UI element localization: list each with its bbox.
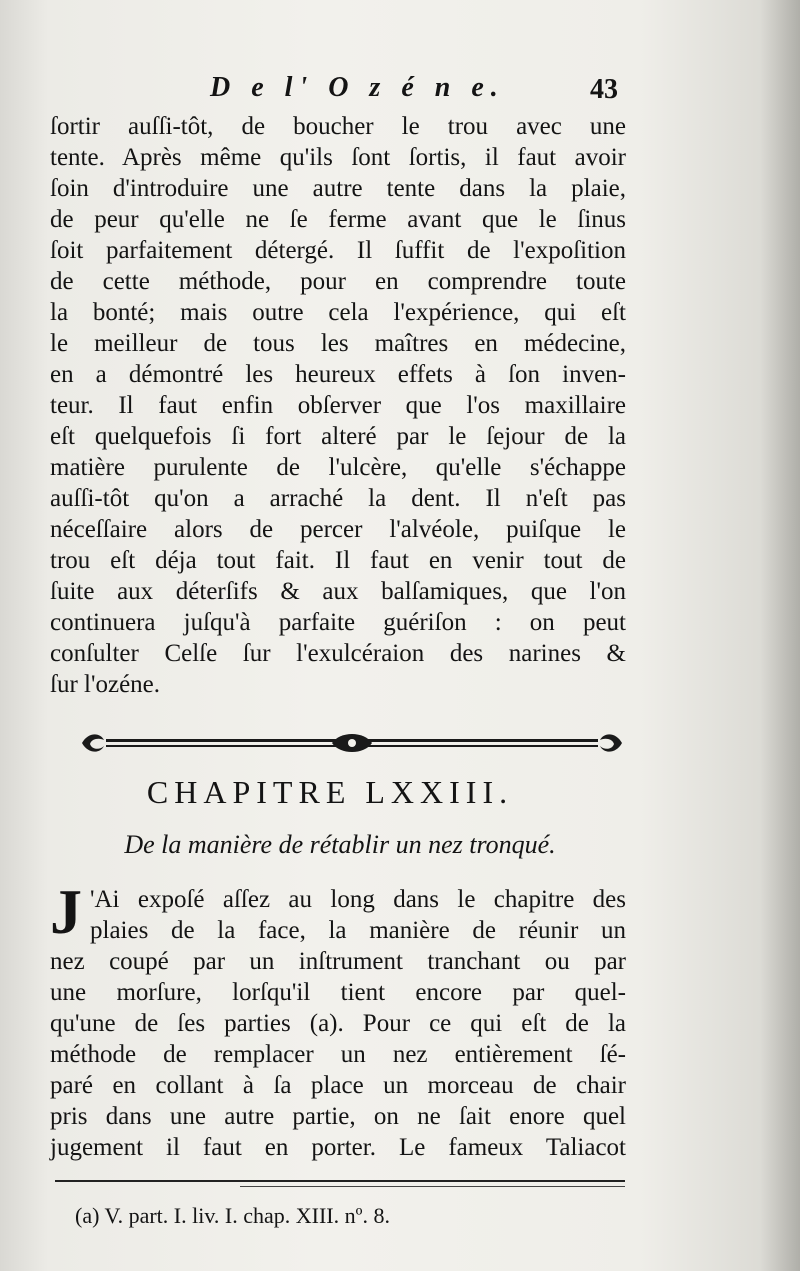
text-line: conſulter Celſe ſur l'exulcéraion des narines & (50, 640, 626, 667)
text-line: la bonté; mais outre cela l'expérience, qui eſt (50, 299, 626, 326)
text-line: qu'une de ſes parties (a). Pour ce qui eſt de la (50, 1010, 626, 1037)
body-text-top (50, 111, 626, 700)
text-line: teur. Il faut enfin obſerver que l'os maxillaire (50, 392, 626, 419)
text-line: paré en collant à ſa place un morceau de chair (50, 1072, 626, 1099)
text-line: tente. Après même qu'ils ſont ſortis, il faut avoir (50, 144, 626, 171)
page-gutter-shadow (760, 0, 800, 1271)
text-line: matière purulente de l'ulcère, qu'elle s'échappe (50, 454, 626, 481)
text-line: auſſi-tôt qu'on a arraché la dent. Il n'eſt pas (50, 485, 626, 512)
chapter-title: CHAPITRE LXXIII. (146, 774, 514, 810)
text-line: ſoit parfaitement détergé. Il ſuffit de l'expoſition (50, 237, 626, 264)
page-number: 43 (590, 74, 618, 105)
drop-cap: J (50, 876, 82, 947)
text-line: continuera juſqu'à parfaite guériſon : on peut (50, 609, 626, 636)
text-line: ſoin d'introduire une autre tente dans la plaie, (50, 175, 626, 202)
running-head (0, 72, 800, 112)
text-line: le meilleur de tous les maîtres en médecine, (50, 330, 626, 357)
text-line: trou eſt déja tout fait. Il faut en venir tout de (50, 547, 626, 574)
text-line: ſur l'ozéne. (50, 671, 161, 698)
text-line: eſt quelquefois ſi fort alteré par le ſejour de la (50, 423, 626, 450)
text-line: une morſure, lorſqu'il tient encore par quel- (50, 979, 626, 1006)
text-line: en a démontré les heureux effets à ſon inven- (50, 361, 626, 388)
text-line: de peur qu'elle ne ſe ferme avant que le ſinus (50, 206, 626, 233)
text-line: pris dans une autre partie, on ne ſait enore quel (50, 1103, 626, 1130)
text-line: 'Ai expoſé aſſez au long dans le chapitre des (90, 886, 626, 913)
ornamental-divider (78, 728, 626, 758)
footnote: (a) V. part. I. liv. I. chap. XIII. nº. 8. (75, 1203, 390, 1228)
running-title: D e l' O z é n e. (210, 72, 505, 103)
text-line: méthode de remplacer un nez entièrement ſé- (50, 1041, 626, 1068)
footnote-rule-secondary (240, 1186, 625, 1187)
text-line: de cette méthode, pour en comprendre toute (50, 268, 626, 295)
text-line: plaies de la face, la manière de réunir un (90, 917, 626, 944)
text-line: ſortir auſſi-tôt, de boucher le trou avec une (50, 113, 626, 140)
text-line: jugement il faut en porter. Le fameux Taliacot (50, 1134, 626, 1161)
text-line: néceſſaire alors de percer l'alvéole, puiſque le (50, 516, 626, 543)
footnote-rule (55, 1180, 625, 1182)
text-line: nez coupé par un inſtrument tranchant ou par (50, 948, 626, 975)
text-line: ſuite aux déterſifs & aux balſamiques, que l'on (50, 578, 626, 605)
body-text-bottom (50, 884, 626, 1163)
chapter-subtitle: De la manière de rétablir un nez tronqué. (124, 830, 556, 859)
